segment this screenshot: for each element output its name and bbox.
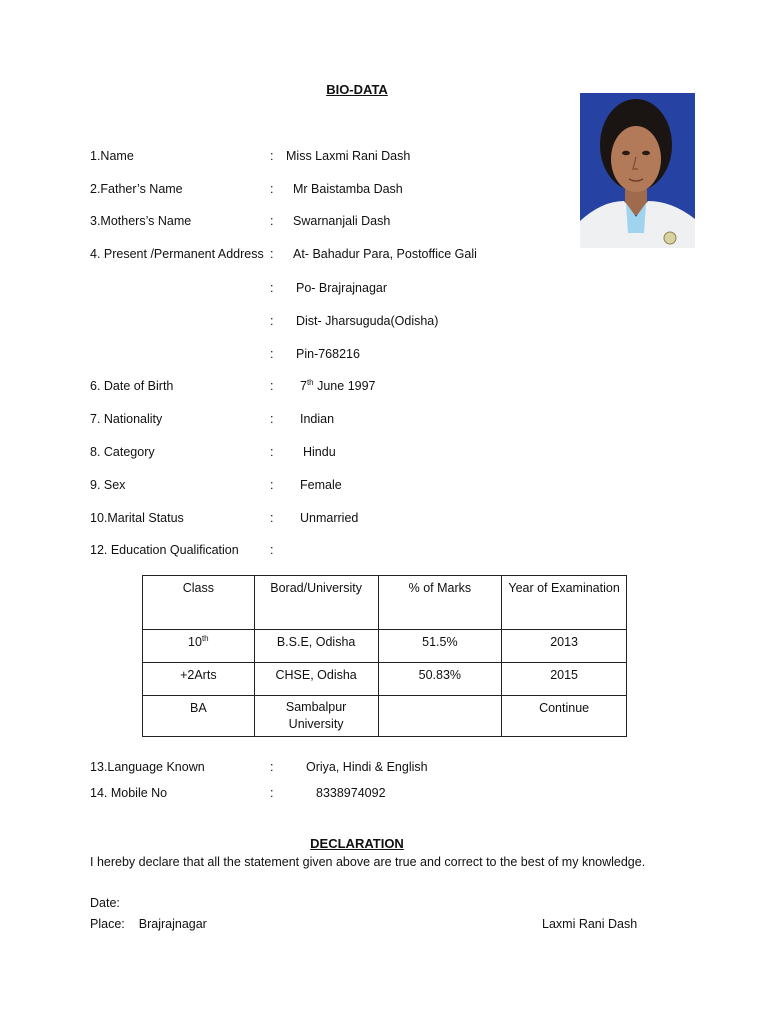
field-colon: :	[270, 314, 274, 328]
field-colon: :	[270, 281, 274, 295]
declaration-title: DECLARATION	[310, 836, 404, 851]
table-row	[143, 696, 627, 737]
place-value: Brajrajnagar	[138, 917, 207, 931]
field-label: 6. Date of Birth	[90, 379, 174, 393]
table-cell-year: 2015	[502, 663, 627, 696]
field-label: 1.Name	[90, 149, 134, 163]
class-suffix: th	[201, 633, 209, 643]
field-colon: :	[270, 347, 274, 361]
field-colon: :	[270, 182, 274, 196]
dob-day: 7	[300, 379, 307, 393]
field-colon: :	[270, 214, 274, 228]
field-value: Po- Brajrajnagar	[296, 281, 388, 295]
field-colon: :	[270, 543, 274, 557]
field-value: At- Bahadur Para, Postoffice Gali	[293, 247, 477, 261]
field-label: 4. Present /Permanent Address	[90, 247, 264, 261]
class-text: +2Arts	[180, 668, 217, 682]
field-value	[300, 377, 376, 395]
table-cell-marks	[378, 696, 502, 737]
field-colon: :	[270, 786, 274, 800]
field-value: Miss Laxmi Rani Dash	[286, 149, 411, 163]
page-title: BIO-DATA	[326, 82, 388, 97]
table-cell-year: Continue	[502, 696, 627, 737]
table-row	[143, 630, 627, 663]
class-text: BA	[189, 701, 207, 715]
table-header-cell: Year of Examination	[502, 576, 627, 630]
field-colon: :	[270, 478, 274, 492]
field-colon: :	[270, 412, 274, 426]
field-value: Unmarried	[300, 511, 359, 525]
field-label: 9. Sex	[90, 478, 126, 492]
field-colon: :	[270, 760, 274, 774]
signature-name: Laxmi Rani Dash	[542, 917, 638, 931]
field-value: Hindu	[303, 445, 336, 459]
field-value: Female	[300, 478, 342, 492]
applicant-photo	[580, 93, 695, 248]
table-header-row	[143, 576, 627, 630]
table-cell-class	[143, 696, 255, 737]
field-label: 12. Education Qualification	[90, 543, 239, 557]
date-label: Date:	[90, 896, 120, 910]
class-number: 10	[188, 635, 202, 649]
field-colon: :	[270, 247, 274, 261]
field-colon: :	[270, 149, 274, 163]
education-table	[142, 575, 627, 737]
table-cell-board: B.S.E, Odisha	[254, 630, 378, 663]
table-header-cell: Class	[143, 576, 255, 630]
field-colon: :	[270, 445, 274, 459]
field-label: 2.Father’s Name	[90, 182, 183, 196]
dob-day-suffix: th	[306, 377, 314, 387]
dob-month-year: June 1997	[317, 379, 376, 393]
table-cell-marks: 51.5%	[378, 630, 502, 663]
field-label: 10.Marital Status	[90, 511, 184, 525]
field-value: 8338974092	[316, 786, 386, 800]
field-value: Indian	[300, 412, 335, 426]
table-header-cell: Borad/University	[254, 576, 378, 630]
field-value: Dist- Jharsuguda(Odisha)	[296, 314, 439, 328]
table-cell-class	[143, 663, 255, 696]
table-cell-board: Sambalpur University	[254, 696, 378, 737]
field-value: Swarnanjali Dash	[293, 214, 391, 228]
table-cell-board: CHSE, Odisha	[254, 663, 378, 696]
table-cell-class	[143, 630, 255, 663]
table-row	[143, 663, 627, 696]
field-label: 13.Language Known	[90, 760, 205, 774]
table-cell-marks: 50.83%	[378, 663, 502, 696]
portrait-image	[580, 93, 695, 248]
table-header-cell: % of Marks	[378, 576, 502, 630]
field-colon: :	[270, 379, 274, 393]
field-label: 14. Mobile No	[90, 786, 168, 800]
field-colon: :	[270, 511, 274, 525]
field-value: Oriya, Hindi & English	[306, 760, 428, 774]
field-label: 8. Category	[90, 445, 155, 459]
field-label: 3.Mothers’s Name	[90, 214, 192, 228]
field-value: Mr Baistamba Dash	[293, 182, 403, 196]
declaration-text: I hereby declare that all the statement given above are true and correct to the best of my knowledge.	[90, 855, 646, 869]
place-line	[90, 917, 207, 931]
field-value: Pin-768216	[296, 347, 360, 361]
table-cell-year: 2013	[502, 630, 627, 663]
field-label: 7. Nationality	[90, 412, 163, 426]
place-label: Place:	[90, 917, 125, 931]
